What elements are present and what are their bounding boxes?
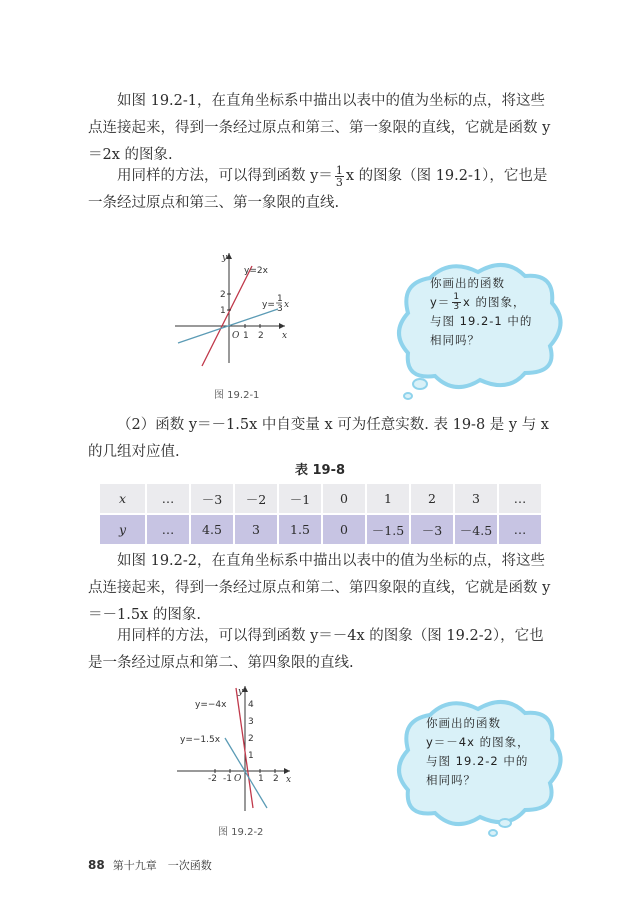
label-y-third-x-b: x: [284, 300, 290, 310]
x-axis-label: x: [286, 775, 292, 785]
chapter-title: 第十九章 一次函数: [112, 859, 212, 872]
x-axis-arrow: [284, 768, 290, 774]
paragraph-2-text-a: 用同样的方法，可以得到函数 y＝: [117, 168, 333, 184]
bubble-dot-small: [489, 830, 497, 836]
table-cell: x: [100, 484, 145, 513]
bubble-dot-small: [404, 393, 412, 399]
paragraph-2: [88, 163, 558, 217]
table-cell: y: [100, 515, 145, 544]
table-cell: …: [499, 484, 541, 513]
x-tick-label-neg2: -2: [208, 774, 217, 784]
y-axis-label: y: [222, 253, 228, 263]
bubble-2-line-4: 相同吗？: [426, 773, 476, 787]
label-y-neg-4x: y=−4x: [195, 700, 227, 710]
bubble-1-fraction-den: 3: [453, 302, 461, 312]
page-footer: [88, 857, 212, 873]
paragraph-3-text: （2）函数 y＝－1.5x 中自变量 x 可为任意实数. 表 19-8 是 y 与 x 的几组对应值.: [88, 417, 549, 460]
table-cell: －2: [235, 484, 277, 513]
bubble-1-fraction-num: 1: [453, 292, 461, 302]
label-y-neg-1-5x: y=−1.5x: [180, 735, 221, 745]
paragraph-4: [88, 548, 558, 629]
fraction-denominator: 3: [335, 175, 343, 189]
bubble-1-line-3: 与图 19.2-1 中的: [430, 314, 533, 328]
values-table: [98, 482, 543, 546]
table-cell: 4.5: [191, 515, 233, 544]
table-cell: 1: [367, 484, 409, 513]
bubble-1-line-4: 相同吗？: [430, 333, 480, 347]
y-tick-label-3: 3: [248, 717, 254, 727]
fraction-numerator: 1: [335, 163, 343, 177]
paragraph-1-text: 如图 19.2-1，在直角坐标系中描出以表中的值为坐标的点，将这些点连接起来，得到一条经过原点和第三、第一象限的直线，它就是函数 y＝2x 的图象.: [88, 93, 551, 163]
bubble-1-line-1: 你画出的函数: [430, 276, 505, 290]
bubble-dot-large: [499, 819, 511, 827]
x-tick-label-2: 2: [273, 774, 279, 784]
x-tick-label-2: 2: [258, 331, 264, 341]
page-number: 88: [88, 858, 105, 872]
bubble-1-fraction: [452, 293, 461, 312]
x-tick-label-1: 1: [258, 774, 264, 784]
paragraph-3: [88, 412, 558, 466]
label-y-2x: y=2x: [244, 266, 268, 276]
figure-19-2-2-graph: [175, 683, 305, 813]
table-cell: －3: [191, 484, 233, 513]
table-cell: 1.5: [279, 515, 321, 544]
table-cell: 3: [235, 515, 277, 544]
bubble-1-line-2-a: y＝: [430, 295, 451, 309]
line-y-2x: [202, 266, 252, 366]
table-cell: …: [147, 515, 189, 544]
x-tick-label-neg1: -1: [223, 774, 232, 784]
table-cell: …: [499, 515, 541, 544]
y-tick-label-1: 1: [220, 306, 226, 316]
bubble-1-text: [430, 274, 532, 350]
paragraph-2-text-b: x 的图象（图 19.2-1），它也是一条经过原点和第三、第一象限的直线.: [88, 168, 548, 211]
bubble-1-line-2: [430, 293, 532, 312]
table-cell: －3: [411, 515, 453, 544]
y-axis-label: y: [238, 687, 244, 697]
bubble-1-line-2-b: x 的图象，: [463, 295, 526, 309]
x-axis-arrow: [279, 323, 285, 329]
table-cell: －1: [279, 484, 321, 513]
origin-label: O: [234, 774, 242, 784]
table-row-x: [100, 484, 541, 513]
table-cell: 0: [323, 484, 365, 513]
table-cell: －4.5: [455, 515, 497, 544]
y-tick-label-4: 4: [248, 700, 254, 710]
bubble-2-line-1: 你画出的函数: [426, 716, 501, 730]
table-row-y: [100, 515, 541, 544]
bubble-2-line-3: 与图 19.2-2 中的: [426, 754, 529, 768]
paragraph-5-text: 用同样的方法，可以得到函数 y＝－4x 的图象（图 19.2-2），它也是一条经过原点和第二、第四象限的直线.: [88, 628, 544, 671]
x-tick-label-1: 1: [243, 331, 249, 341]
label-y-third-x-a: y=: [262, 300, 275, 310]
table-title: 表 19-8: [294, 463, 346, 478]
table-cell: －1.5: [367, 515, 409, 544]
bubble-2-text: [426, 714, 530, 790]
y-tick-label-2: 2: [220, 290, 226, 300]
line-y-neg-1-5x: [225, 738, 267, 808]
bubble-dot-large: [413, 379, 427, 389]
figure-1-caption: 图 19.2-1: [214, 390, 260, 401]
origin-label: O: [232, 331, 240, 341]
table-cell: 0: [323, 515, 365, 544]
y-tick-label-1: 1: [248, 751, 254, 761]
bubble-2-line-2: y＝－4x 的图象，: [426, 735, 530, 749]
label-y-third-x-num: 1: [277, 294, 283, 304]
label-y-third-x-den: 3: [277, 304, 283, 314]
fraction-one-third: [335, 165, 344, 188]
table-cell: 2: [411, 484, 453, 513]
figure-2-caption: 图 19.2-2: [218, 827, 264, 838]
paragraph-5: [88, 623, 558, 677]
paragraph-4-text: 如图 19.2-2，在直角坐标系中描出以表中的值为坐标的点，将这些点连接起来，得到一条经过原点和第二、第四象限的直线，它就是函数 y＝－1.5x 的图象.: [88, 553, 551, 623]
x-axis-label: x: [282, 331, 288, 341]
table-cell: 3: [455, 484, 497, 513]
table-cell: …: [147, 484, 189, 513]
figure-19-2-1-graph: [170, 248, 310, 368]
y-tick-label-2: 2: [248, 734, 254, 744]
paragraph-1: [88, 88, 558, 169]
